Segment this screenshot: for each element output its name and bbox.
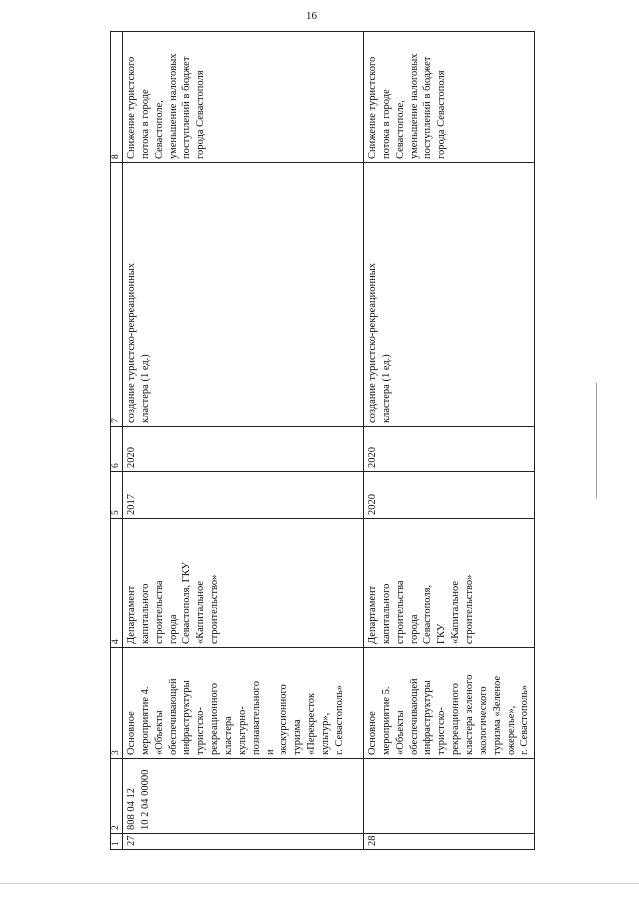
rotated-table-wrapper — [110, 32, 531, 850]
measure-name: Основное мероприятие 4. «Объекты обеспечивающей инфраструктуры туристско- рекреационного кластера культурно- познавательного и экскурсионного туризма «Перекресток культур», г. Севастополь» — [123, 648, 364, 759]
column-header: 2 — [111, 759, 123, 834]
column-header: 1 — [111, 834, 123, 850]
expected-result: создание туристско-рекреационных кластера (1 ед.) — [364, 163, 535, 427]
column-header: 8 — [111, 32, 123, 163]
page-number: 16 — [306, 10, 317, 22]
column-header: 6 — [111, 427, 123, 472]
page-bottom-edge — [0, 883, 639, 884]
column-number-row — [111, 32, 123, 850]
column-header: 4 — [111, 519, 123, 648]
budget-code: 808 04 12 10 2 04 00000 — [123, 759, 364, 834]
measure-name: Основное мероприятие 5. «Объекты обеспечивающей инфраструктуры туристско- рекреационного кластера зеленого экологического туризма «Зеленое ожерелье», г. Севастополь» — [364, 648, 535, 759]
end-year: 2020 — [123, 427, 364, 472]
column-header: 5 — [111, 472, 123, 519]
column-header: 7 — [111, 163, 123, 427]
row-number: 27 — [123, 834, 364, 850]
table-row — [123, 32, 364, 850]
budget-code — [364, 759, 535, 834]
end-year: 2020 — [364, 427, 535, 472]
row-number: 28 — [364, 834, 535, 850]
consequence: Снижение туристского потока в городе Севастополе, уменьшение налоговых поступлений в бюджет города Севастополя — [123, 32, 364, 163]
consequence: Снижение туристского потока в городе Севастополе, уменьшение налоговых поступлений в бюджет города Севастополя — [364, 32, 535, 163]
start-year: 2020 — [364, 472, 535, 519]
scan-artifact-line — [596, 383, 597, 498]
measures-table — [110, 31, 535, 850]
start-year: 2017 — [123, 472, 364, 519]
expected-result: создание туристско-рекреационных кластера (1 ед.) — [123, 163, 364, 427]
table-row — [364, 32, 535, 850]
executor: Департамент капитального строительства города Севастополя, ГКУ «Капитальное строительство» — [123, 519, 364, 648]
column-header: 3 — [111, 648, 123, 759]
executor: Департамент капитального строительства города Севастополя, ГКУ «Капитальное строительство» — [364, 519, 535, 648]
